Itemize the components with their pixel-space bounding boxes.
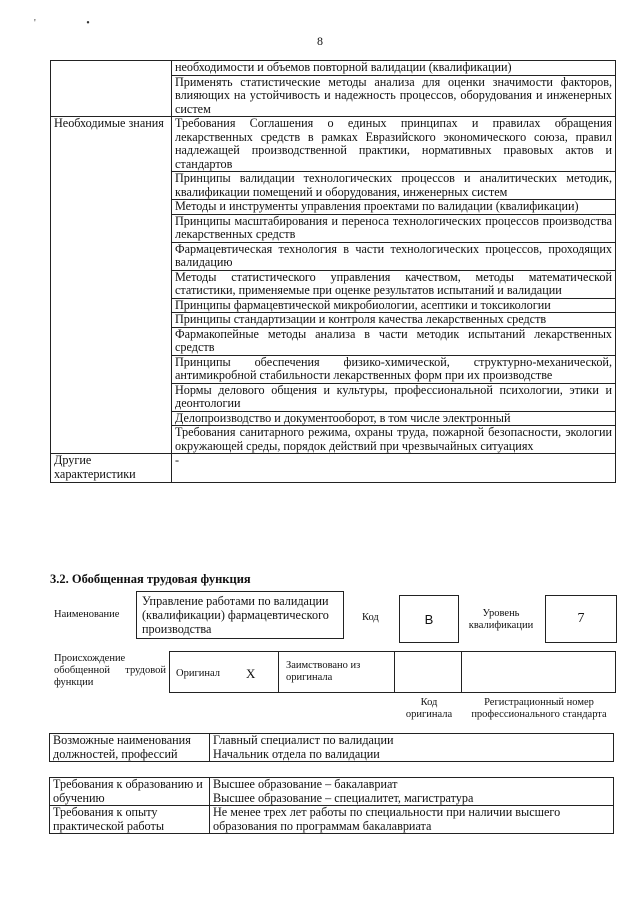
- divider: [278, 652, 279, 692]
- table-cell: Принципы валидации технологических процессов и аналитических методик, квалификации помещений и оборудования, инженерных систем: [172, 172, 616, 200]
- positions-label: Возможные наименования должностей, профессий: [50, 734, 210, 762]
- table-cell: Принципы стандартизации и контроля качества лекарственных средств: [172, 313, 616, 328]
- level-label: Уровень квалификации: [468, 608, 534, 631]
- code-original-label: Код оригинала: [405, 697, 453, 720]
- page-number: 8: [317, 34, 323, 48]
- table-row: [50, 806, 614, 834]
- table-row: [50, 734, 614, 762]
- knowledge-label: Необходимые знания: [51, 117, 172, 454]
- code-label: Код: [362, 612, 379, 623]
- table-row: [51, 61, 616, 76]
- table-row: [51, 454, 616, 483]
- table-cell: Фармацевтическая технология в части технологических процессов, проходящих валидацию: [172, 242, 616, 270]
- experience-value: Не менее трех лет работы по специальности при наличии высшего образования по программам бакалавриата: [210, 806, 614, 834]
- table-cell: Фармакопейные методы анализа в части методик испытаний лекарственных средств: [172, 327, 616, 355]
- borrowed-label: Заимствовано из оригинала: [286, 660, 361, 683]
- origin-label: Происхождение обобщенной трудовой функции: [54, 653, 166, 688]
- table-cell: Методы статистического управления качеством, методы математической статистики, применяемые при оценке результатов испытаний и валидации: [172, 270, 616, 298]
- table-cell: необходимости и объемов повторной валидации (квалификации): [172, 61, 616, 76]
- origin-box: [169, 651, 616, 693]
- table-cell: Методы и инструменты управления проектами по валидации (квалификации): [172, 200, 616, 215]
- experience-label: Требования к опыту практической работы: [50, 806, 210, 834]
- level-value: 7: [545, 595, 617, 643]
- other-label: Другие характеристики: [51, 454, 172, 483]
- original-mark: X: [246, 666, 256, 681]
- education-values: [210, 778, 614, 806]
- reg-number-label: Регистрационный номер профессионального стандарта: [471, 697, 607, 720]
- original-label: Оригинал: [176, 668, 220, 679]
- positions-table: [49, 733, 614, 762]
- table-cell: Принципы фармацевтической микробиологии, асептики и токсикологии: [172, 298, 616, 313]
- education-item: Высшее образование – бакалавриат: [213, 777, 398, 791]
- knowledge-table: [50, 60, 616, 483]
- position-item: Главный специалист по валидации: [213, 733, 394, 747]
- table-cell: Применять статистические методы анализа для оценки значимости факторов, влияющих на устойчивость и надежность процессов, оборудования и инженерных систем: [172, 75, 616, 117]
- table-cell: Нормы делового общения и культуры, профессиональной психологии, этики и деонтологии: [172, 383, 616, 411]
- table-cell: Принципы масштабирования и переноса технологических процессов производства лекарственных средств: [172, 214, 616, 242]
- table-row: [51, 117, 616, 172]
- code-value: B: [399, 595, 459, 643]
- section-title: 3.2. Обобщенная трудовая функция: [50, 572, 251, 586]
- requirements-table: [49, 777, 614, 834]
- table-cell: Требования санитарного режима, охраны труда, пожарной безопасности, экологии окружающей среды, порядок действий при чрезвычайных ситуациях: [172, 426, 616, 454]
- education-label: Требования к образованию и обучению: [50, 778, 210, 806]
- table-cell: Требования Соглашения о единых принципах и правилах обращения лекарственных средств в рамках Евразийского экономического союза, правил надлежащей производственной практики, нормативных правовых актов и стандартов: [172, 117, 616, 172]
- table-row: [50, 778, 614, 806]
- position-item: Начальник отдела по валидации: [213, 746, 380, 761]
- name-label: Наименование: [54, 609, 120, 620]
- positions-values: [210, 734, 614, 762]
- table-cell: Делопроизводство и документооборот, в том числе электронный: [172, 411, 616, 426]
- scan-marks: ' •: [34, 18, 114, 29]
- table-cell: Принципы обеспечения физико-химической, структурно-механической, антимикробной стабильности лекарственных форм при их производстве: [172, 355, 616, 383]
- divider: [394, 652, 395, 692]
- divider: [461, 652, 462, 692]
- skills-label-cell: [51, 61, 172, 117]
- name-value: Управление работами по валидации (квалификации) фармацевтического производства: [136, 591, 344, 639]
- other-value: -: [172, 454, 616, 483]
- education-item: Высшее образование – специалитет, магистратура: [213, 790, 474, 805]
